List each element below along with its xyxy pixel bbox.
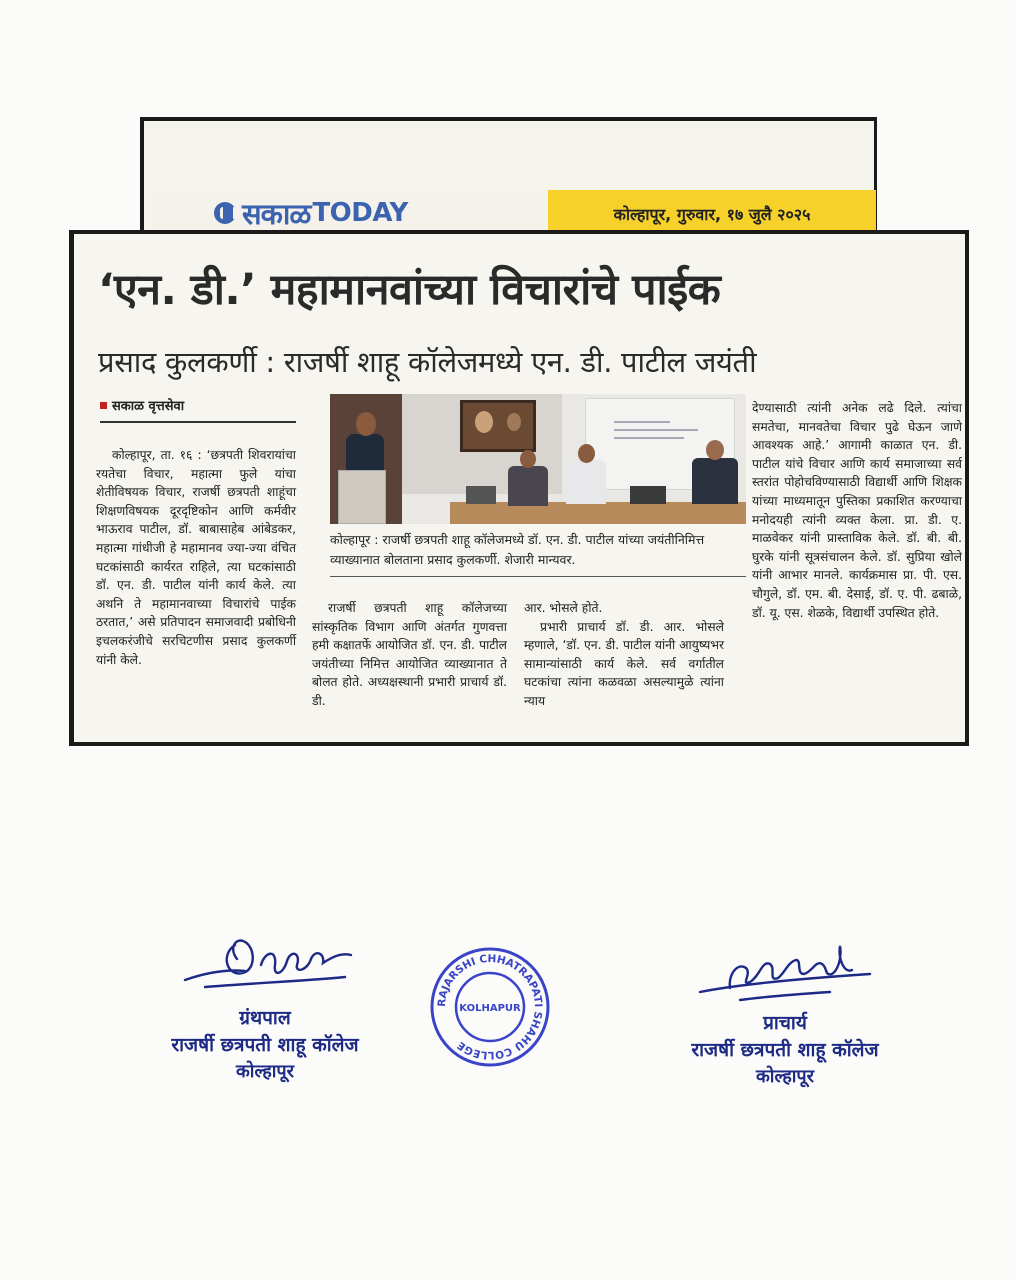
column-3-text: प्रभारी प्राचार्य डॉ. डी. आर. भोसले म्हणाले, ‘डॉ. एन. डी. पाटील यांनी आयुष्यभर सामान्यांसाठी कार्य केले. सर्व वर्गातील घटकांचा त्यांना कळवळा असल्यामुळे त्यांना न्याय	[524, 619, 724, 708]
column-4-text: देण्यासाठी त्यांनी अनेक लढे दिले. त्यांचा समतेचा, मानवतेचा विचार पुढे घेऊन जाणे आवश्यक आहे.’ आगामी काळात एन. डी. पाटील यांचे विचार आणि कार्य समाजाच्या सर्व स्तरांत पोहोचविण्यासाठी विद्यार्थी आणि शिक्षक यांच्या माध्यमातून पुस्तिका प्रकाशित करण्याचा मनोदयही त्यांनी व्यक्त केला. प्रा. डी. ए. माळवेकर यांनी प्रास्ताविक केले. डॉ. बी. बी. घुरके यांनी सूत्रसंचालन केले. डॉ. सुप्रिया खोले यांनी आभार मानले. कार्यक्रमास प्रा. पी. एस. चौगुले, डॉ. एम. बी. देसाई, डॉ. ए. पी. ढबाळे, डॉ. यू. एस. शेळके, विद्यार्थी उपस्थित होते.	[752, 401, 962, 620]
podium	[338, 470, 386, 524]
article-column-4	[752, 399, 962, 622]
signatory-institution: राजर्षी छत्रपती शाहू कॉलेज	[171, 1034, 359, 1056]
librarian-signature	[165, 925, 365, 1005]
logo-suffix: TODAY	[312, 198, 408, 228]
newspaper-masthead	[140, 117, 877, 239]
principal-signature	[680, 930, 890, 1010]
article-column-1	[96, 446, 296, 669]
column-2-text: राजर्षी छत्रपती शाहू कॉलेजच्या सांस्कृतिक विभाग आणि अंतर्गत गुणवत्ता हमी कक्षातर्फे आयोजित डॉ. एन. डी. पाटील जयंतीच्या निमित्त आयोजित व्याख्यानात ते बोलत होते. अध्यक्षस्थानी प्रभारी प्राचार्य डॉ. डी.	[312, 601, 507, 708]
signatory-institution: राजर्षी छत्रपती शाहू कॉलेज	[691, 1039, 879, 1061]
headline: ‘एन. डी.’ महामानवांच्या विचारांचे पाईक	[98, 265, 721, 315]
article-column-3	[524, 599, 724, 711]
divider	[100, 421, 296, 423]
logo-name: सकाळ	[242, 196, 311, 231]
byline-text: सकाळ वृत्तसेवा	[112, 399, 185, 414]
column-3-lead: आर. भोसले होते.	[524, 601, 603, 615]
principal-signature-block	[640, 930, 930, 1090]
event-photo	[330, 394, 746, 524]
byline	[100, 394, 300, 416]
byline-marker-icon	[100, 402, 107, 409]
dateline: कोल्हापूर, गुरुवार, १७ जुलै २०२५	[548, 190, 876, 238]
seal-ring-text: RAJARSHI CHHATRAPATI SHAHU COLLEGE	[435, 952, 545, 1062]
subheadline: प्रसाद कुलकर्णी : राजर्षी शाहू कॉलेजमध्ये एन. डी. पाटील जयंती	[98, 345, 757, 379]
column-1-text: कोल्हापूर, ता. १६ : ‘छत्रपती शिवरायांचा रयतेचा विचार, महात्मा फुले यांचा शेतीविषयक विचार, राजर्षी छत्रपती शाहूंचा शिक्षणविषयक दूरदृष्टिकोन आणि कर्मवीर भाऊराव पाटील, डॉ. बाबासाहेब आंबेडकर, महात्मा गांधीजी हे महामानव ज्या-ज्या वंचित घटकांसाठी कार्यरत राहिले, त्या घटकांसाठी डॉ. एन. डी. पाटील यांनी कार्य केले. त्या अथनि ते महामानवाच्या विचारांचे पाईक ठरतात,’ असे प्रतिपादन समाजवादी प्रबोधिनी इचलकरंजीचे सरचिटणीस प्रसाद कुलकर्णी यांनी केले.	[96, 448, 296, 667]
portrait-frame-icon	[460, 400, 536, 452]
signatory-city: कोल्हापूर	[235, 1061, 295, 1082]
signatory-city: कोल्हापूर	[755, 1066, 815, 1087]
signatory-title: प्राचार्य	[763, 1012, 807, 1034]
librarian-signature-block	[120, 925, 410, 1085]
college-seal	[428, 945, 552, 1069]
signatory-title: ग्रंथपाल	[239, 1007, 291, 1029]
article-column-2	[312, 599, 507, 711]
newspaper-clipping	[69, 230, 969, 746]
photo-caption: कोल्हापूर : राजर्षी छत्रपती शाहू कॉलेजमध्ये डॉ. एन. डी. पाटील यांच्या जयंतीनिमित्त व्याख्यानात बोलताना प्रसाद कुलकर्णी. शेजारी मान्यवर.	[330, 532, 705, 567]
sakal-logo-icon	[214, 202, 236, 224]
seal-center-text: KOLHAPUR	[459, 1003, 521, 1014]
newspaper-logo	[154, 191, 542, 235]
divider	[330, 576, 746, 577]
